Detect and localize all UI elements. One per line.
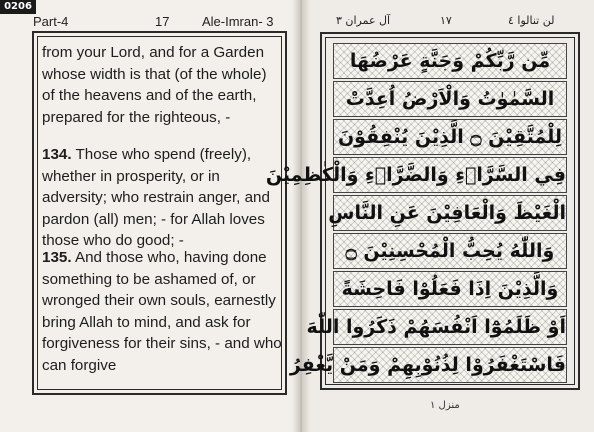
translation-paragraph-2 [42, 144, 282, 252]
translation-paragraph-3 [42, 247, 282, 376]
arabic-line-9: فَاسْتَغْفَرُوْا لِذُنُوْبِهِمْ وَمَنْ يَّغْفِرُ [333, 347, 567, 383]
arabic-line-6: وَاللّٰهُ يُحِبُّ الْمُحْسِنِيْنَ ۝ [333, 233, 567, 269]
paragraph-text: from your Lord, and for a Garden whose width is that (of the whole) of the heavens and of the earth, prepared for the righteous, - [42, 44, 267, 126]
arabic-line-1: مِّن رَّبِّكُمْ وَجَنَّةٍ عَرْضُهَا [333, 43, 567, 79]
part-label: Part-4 [33, 14, 69, 29]
verse-number: 134. [42, 146, 72, 163]
arabic-page-number: ١٧ [440, 14, 452, 27]
arabic-line-5: الْغَيْظَ وَالْعَافِيْنَ عَنِ النَّاسِ [333, 195, 567, 231]
arabic-line-7: وَالَّذِيْنَ اِذَا فَعَلُوْا فَاحِشَةً [333, 271, 567, 307]
translation-paragraph-1 [42, 42, 282, 128]
arabic-line-4: فِي السَّرَّاۤءِ وَالضَّرَّاۤءِ وَالْكٰظِمِيْنَ [333, 157, 567, 193]
page-number: 17 [155, 14, 170, 29]
verse-number: 135. [42, 249, 72, 266]
juz-label: لن تنالوا ٤ [508, 14, 555, 27]
surah-label: Ale-Imran- 3 [202, 14, 274, 29]
arabic-surah-label: آل عمران ٣ [336, 14, 391, 27]
paragraph-text: Those who spend (freely), whether in prosperity, or in adversity; who restrain anger, and pardon (all) men; - for Allah loves those who do good; - [42, 146, 270, 249]
arabic-line-2: السَّمٰوٰتُ وَالْاَرْضُ اُعِدَّتْ [333, 81, 567, 117]
page-id-label: 0206 [0, 0, 36, 14]
arabic-line-3: لِلْمُتَّقِيْنَ ۝ الَّذِيْنَ يُنْفِقُوْنَ [333, 119, 567, 155]
manzil-footer: منزل ١ [430, 400, 460, 411]
paragraph-text: And those who, having done something to be ashamed of, or wronged their own souls, earnestly bring Allah to mind, and ask for forgiveness for their sins, - and who can forgive [42, 249, 282, 374]
arabic-line-8: اَوْ ظَلَمُوْٓا اَنْفُسَهُمْ ذَكَرُوا اللّٰهَ [333, 309, 567, 345]
